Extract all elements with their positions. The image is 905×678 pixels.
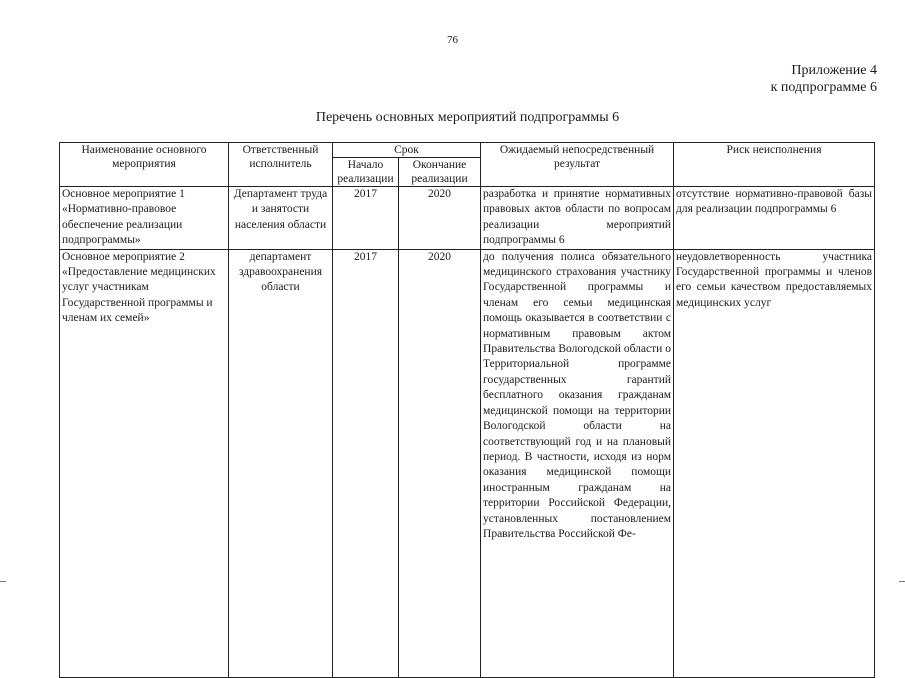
document-title: Перечень основных мероприятий подпрограммы 6 (315, 110, 620, 125)
row-risk: отсутствие нормативно-правовой базы для реализации подпрограммы 6 (674, 187, 875, 250)
row-start: 2017 (333, 249, 399, 677)
appendix-line-1: Приложение 4 (791, 63, 877, 78)
activities-table (59, 142, 875, 678)
row-result-text: до получения полиса обязательного медицинского страхования участнику Государственной программы и членам его семьи медицинская помощь оказывается в соответствии с нормативным правовым актом Правительства Вологодской области о Территориальной программе государственных гарантий бесплатного оказания гражданам медицинской помощи на территории Вологодской области на соответствующий год и на плановый период. В частности, исходя из норм оказания медицинской помощи иностранным гражданам на территории Российской Федерации, установленных постановлением Правительства Российской Фе- (483, 250, 672, 540)
row-risk: неудовлетворенность участника Государственной программы и членов его семьи качеством предоставляемых медицинских услуг (674, 249, 875, 677)
row-executor: департамент здравоохранения области (229, 249, 333, 677)
header-term: Срок (333, 143, 481, 158)
scan-edge-mark-left (0, 581, 6, 582)
header-executor: Ответственный исполнитель (229, 143, 333, 187)
header-start: Начало реализации (333, 158, 399, 187)
table-header-row (60, 143, 875, 158)
row-end: 2020 (399, 249, 481, 677)
row-result: разработка и принятие нормативных правовых актов области по вопросам реализации мероприятий подпрограммы 6 (481, 187, 674, 250)
row-result (481, 249, 674, 677)
table-row (60, 187, 875, 250)
table-row (60, 249, 875, 677)
header-result: Ожидаемый непосредственный результат (481, 143, 674, 187)
scan-edge-mark-right (899, 581, 905, 582)
row-start: 2017 (333, 187, 399, 250)
appendix-label (771, 62, 877, 96)
header-risk: Риск неисполнения (674, 143, 875, 187)
appendix-line-2: к подпрограмме 6 (770, 80, 877, 95)
row-name (60, 249, 229, 677)
row-name: Основное мероприятие 1 «Нормативно-правовое обеспечение реализации подпрограммы» (60, 187, 229, 250)
row-executor: Департамент труда и занятости населения области (229, 187, 333, 250)
page-number: 76 (447, 34, 458, 46)
row-end: 2020 (399, 187, 481, 250)
row-name-text: Основное мероприятие 2 «Предоставление медицинских услуг участникам Государственной программы и членам их семей» (62, 250, 216, 325)
header-name: Наименование основного мероприятия (60, 143, 229, 187)
header-end: Окончание реализации (399, 158, 481, 187)
